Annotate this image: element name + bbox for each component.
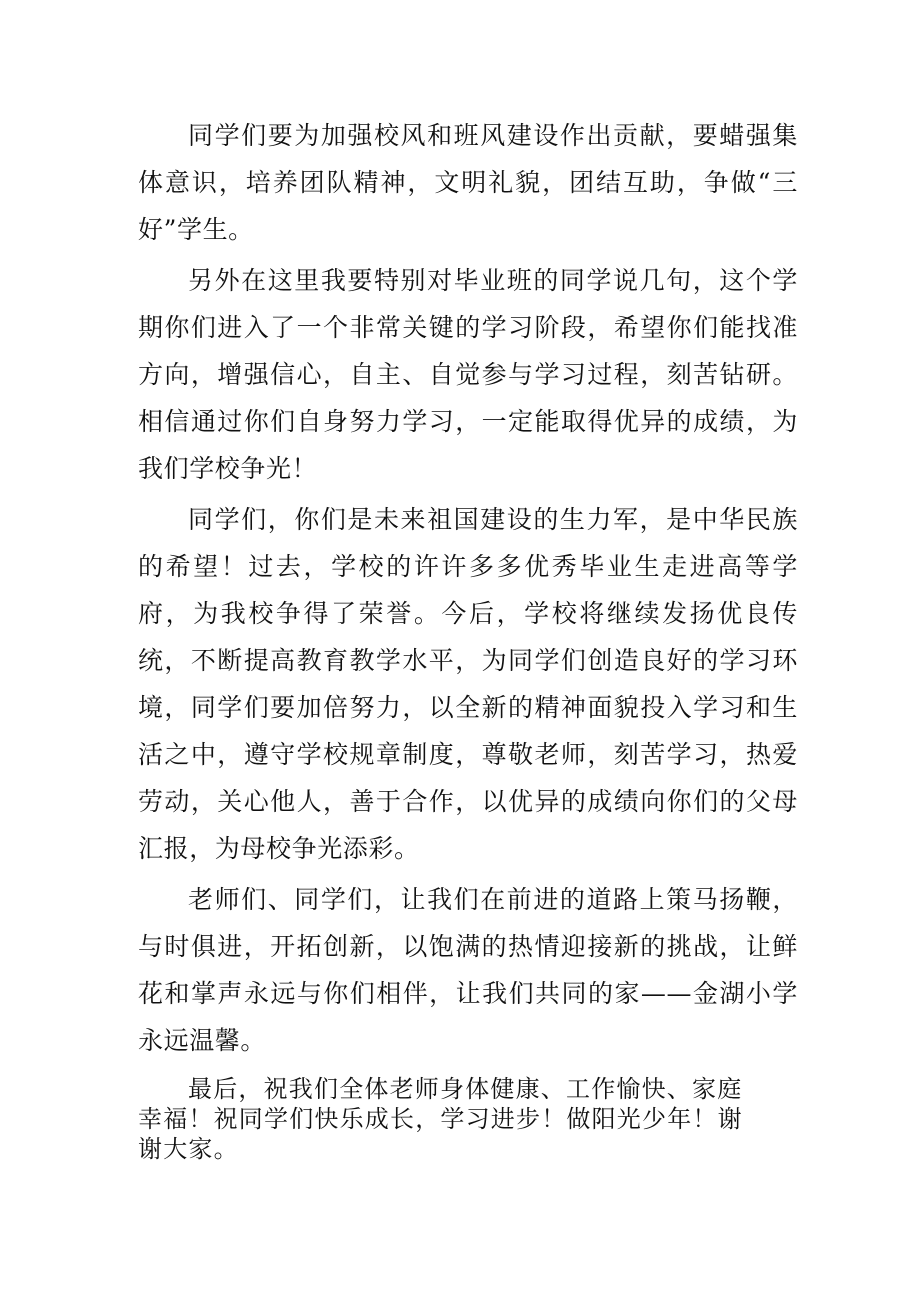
paragraph-closing-wishes: 最后，祝我们全体老师身体健康、工作愉快、家庭幸福！祝同学们快乐成长，学习进步！做阳光少年！谢谢大家。 [138, 1075, 743, 1163]
paragraph-teachers-students: 老师们、同学们，让我们在前进的道路上策马扬鞭，与时俱进，开拓创新，以饱满的热情迎接新的挑战，让鲜花和掌声永远与你们相伴，让我们共同的家——金湖小学永远温馨。 [138, 885, 798, 1055]
paragraph-contribution: 同学们要为加强校风和班风建设作出贡献，要蜡强集体意识，培养团队精神，文明礼貌，团结互助，争做“三好”学生。 [138, 121, 798, 244]
document-body [138, 112, 798, 1164]
paragraph-graduating-class: 另外在这里我要特别对毕业班的同学说几句，这个学期你们进入了一个非常关键的学习阶段，希望你们能找准方向，增强信心，自主、自觉参与学习过程，刻苦钻研。相信通过你们自身努力学习，一定能取得优异的成绩，为我们学校争光！ [138, 266, 798, 483]
paragraph-future: 同学们，你们是未来祖国建设的生力军，是中华民族的希望！过去，学校的许许多多优秀毕业生走进高等学府，为我校争得了荣誉。今后，学校将继续发扬优良传统，不断提高教育教学水平，为同学们创造良好的学习环境，同学们要加倍努力，以全新的精神面貌投入学习和生活之中，遵守学校规章制度，尊敬老师，刻苦学习，热爱劳动，关心他人，善于合作，以优异的成绩向你们的父母汇报，为母校争光添彩。 [138, 505, 798, 863]
